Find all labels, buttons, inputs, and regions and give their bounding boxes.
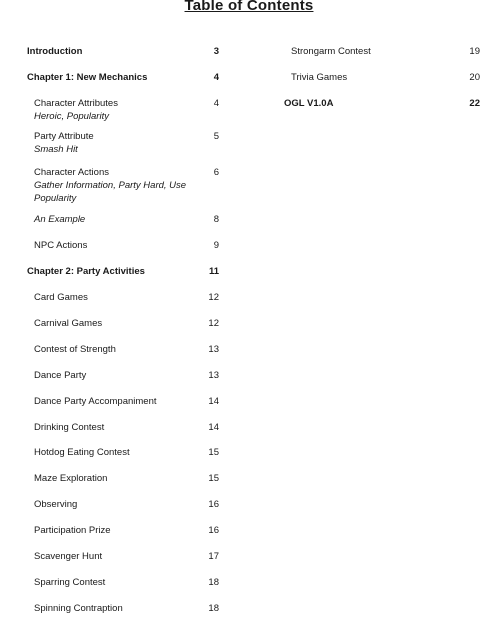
toc-entry-ogl-v1-0a[interactable]: OGL V1.0A xyxy=(284,98,334,109)
toc-entry-character-actions[interactable]: Character Actions xyxy=(34,167,109,178)
toc-entry-maze-exploration[interactable]: Maze Exploration xyxy=(34,473,108,484)
toc-entry-contest-of-strength[interactable]: Contest of Strength xyxy=(34,344,116,355)
toc-entry-participation-prize[interactable]: Participation Prize xyxy=(34,525,111,536)
toc-entry-strongarm-contest[interactable]: Strongarm Contest xyxy=(291,46,371,57)
page-number: 13 xyxy=(208,370,219,381)
page-number: 11 xyxy=(208,266,219,277)
page-title: Table of Contents xyxy=(184,0,314,14)
page-number: 3 xyxy=(213,46,219,57)
toc-entry-dance-party-accompaniment[interactable]: Dance Party Accompaniment xyxy=(34,396,157,407)
page-number: 22 xyxy=(469,98,480,109)
page-number: 12 xyxy=(208,292,219,303)
toc-subentries-party-attribute: Smash Hit xyxy=(34,144,78,155)
page-number: 5 xyxy=(213,131,219,142)
toc-entry-sparring-contest[interactable]: Sparring Contest xyxy=(34,577,106,588)
page-number: 20 xyxy=(469,72,480,83)
page-number: 6 xyxy=(213,167,219,178)
toc-subentries-character-attributes: Heroic, Popularity xyxy=(34,111,109,122)
page-number: 15 xyxy=(208,447,219,458)
toc-entry-hotdog-eating-contest[interactable]: Hotdog Eating Contest xyxy=(34,447,130,458)
toc-entry-npc-actions[interactable]: NPC Actions xyxy=(34,240,88,251)
toc-entry-chapter-2-party-activities[interactable]: Chapter 2: Party Activities xyxy=(27,266,145,277)
toc-entry-card-games[interactable]: Card Games xyxy=(34,292,88,303)
page-number: 9 xyxy=(213,240,219,251)
toc-entry-chapter-1-new-mechanics[interactable]: Chapter 1: New Mechanics xyxy=(27,72,148,83)
toc-entry-introduction[interactable]: Introduction xyxy=(27,46,83,57)
page-number: 8 xyxy=(213,214,219,225)
toc-subentries-character-actions: Gather Information, Party Hard, Use Popularity xyxy=(34,180,187,204)
page-number: 4 xyxy=(213,72,219,83)
toc-entry-dance-party[interactable]: Dance Party xyxy=(34,370,87,381)
page-number: 16 xyxy=(208,525,219,536)
toc-entry-spinning-contraption[interactable]: Spinning Contraption xyxy=(34,603,123,614)
page-number: 18 xyxy=(208,577,219,588)
toc-entry-observing[interactable]: Observing xyxy=(34,499,78,510)
toc-entry-an-example[interactable]: An Example xyxy=(34,214,86,225)
page-number: 14 xyxy=(208,396,219,407)
toc-entry-trivia-games[interactable]: Trivia Games xyxy=(291,72,348,83)
toc-entry-party-attribute[interactable]: Party Attribute xyxy=(34,131,94,142)
page-number: 19 xyxy=(469,46,480,57)
toc-entry-carnival-games[interactable]: Carnival Games xyxy=(34,318,103,329)
page-number: 18 xyxy=(208,603,219,614)
page-number: 4 xyxy=(213,98,219,109)
page-number: 13 xyxy=(208,344,219,355)
toc-entry-character-attributes[interactable]: Character Attributes xyxy=(34,98,118,109)
toc-entry-drinking-contest[interactable]: Drinking Contest xyxy=(34,422,105,433)
page-number: 16 xyxy=(208,499,219,510)
page-number: 14 xyxy=(208,422,219,433)
page-number: 15 xyxy=(208,473,219,484)
page-number: 17 xyxy=(208,551,219,562)
page-number: 12 xyxy=(208,318,219,329)
toc-entry-scavenger-hunt[interactable]: Scavenger Hunt xyxy=(34,551,103,562)
